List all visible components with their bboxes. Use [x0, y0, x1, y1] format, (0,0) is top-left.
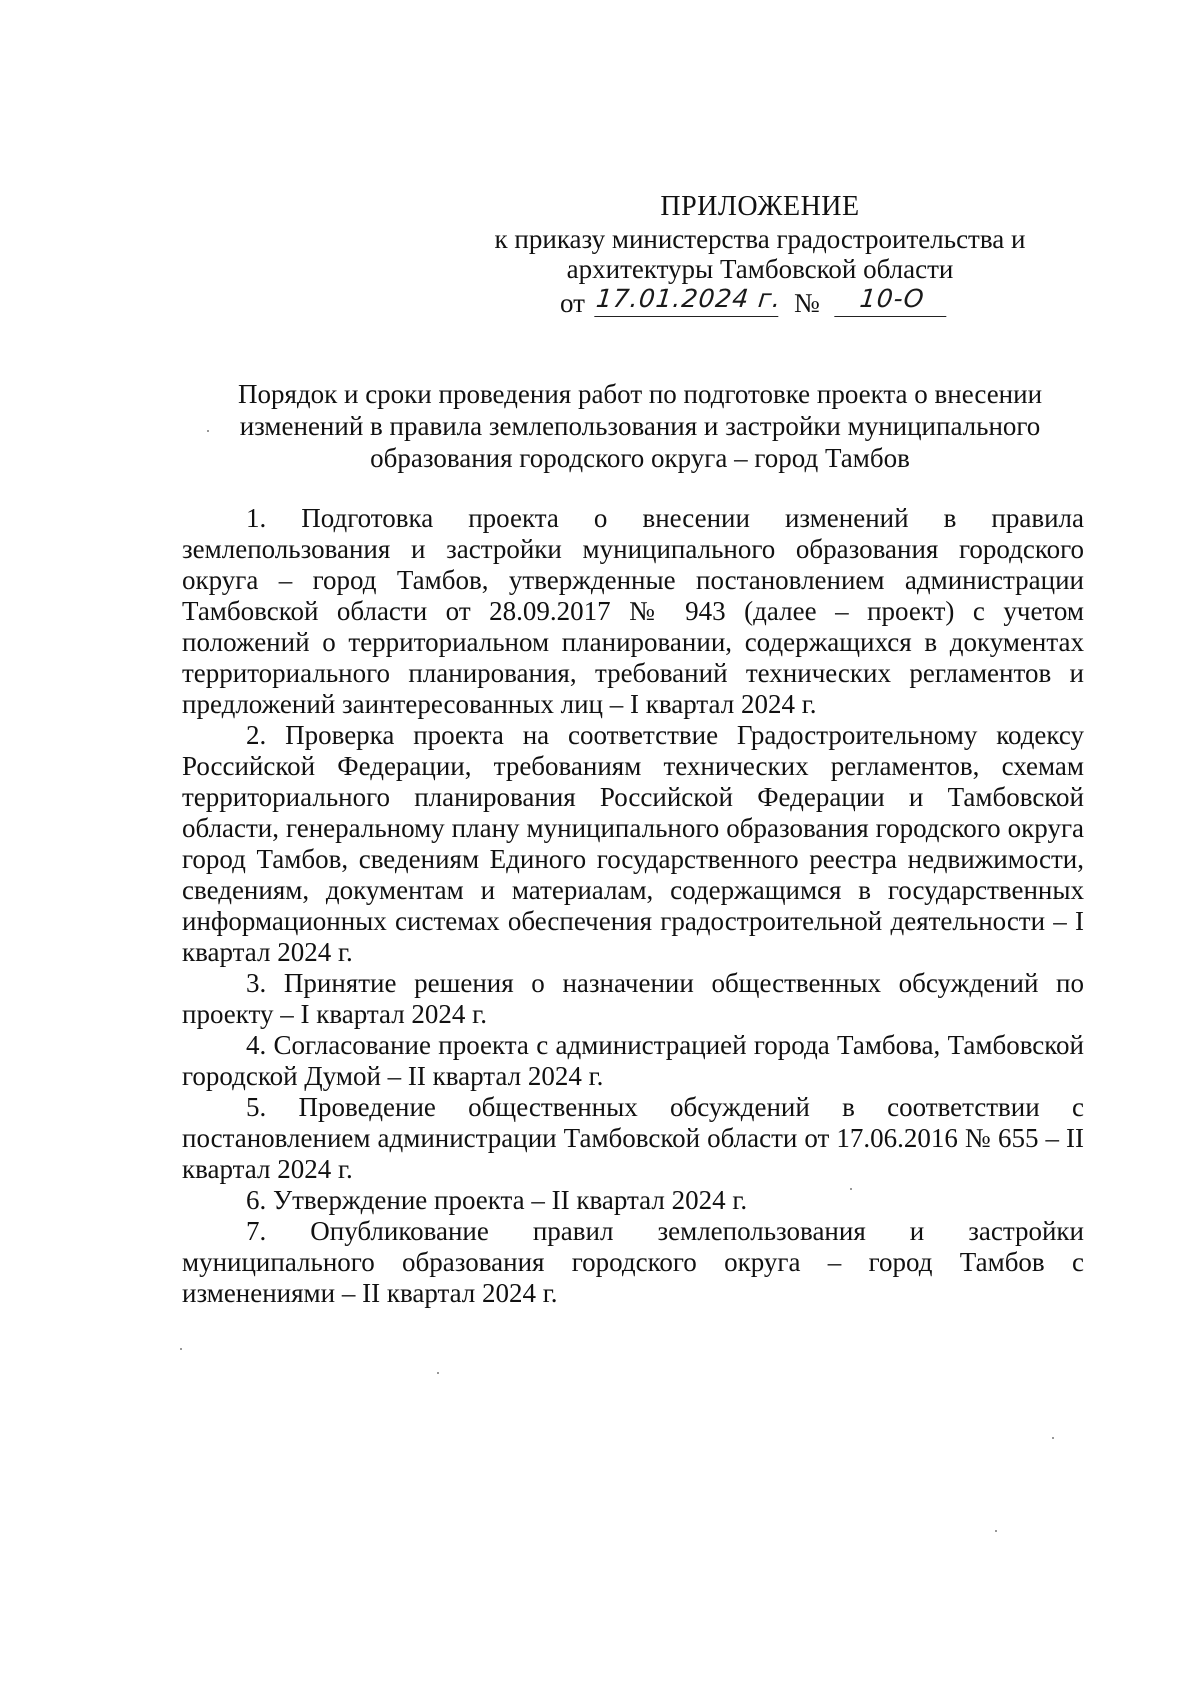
list-item-7: 7. Опубликование правил землепользования и застройки муниципального образования городского округа – город Тамбов с изменениями – II квартал 2024 г. [182, 1216, 1084, 1308]
appendix-header [480, 192, 1040, 284]
document-body [182, 503, 1084, 1309]
document-title [200, 378, 1080, 474]
list-item-1: 1. Подготовка проекта о внесении изменений в правила землепользования и застройки муниципального образования городского округа – город Тамбов, утвержденные постановлением администрации Тамбовской области от 28.09.2017 № 943 (далее – проект) с учетом положений о территориальном планировании, содержащихся в документах территориального планирования, требований технических регламентов и предложений заинтересованных лиц – I квартал 2024 г. [182, 503, 1084, 719]
appendix-line-2: архитектуры Тамбовской области [566, 254, 954, 284]
scan-speck [1052, 1437, 1054, 1439]
scan-speck [437, 1372, 439, 1374]
list-item-4: 4. Согласование проекта с администрацией города Тамбова, Тамбовской городской Думой – II квартал 2024 г. [182, 1030, 1084, 1091]
list-item-2: 2. Проверка проекта на соответствие Градостроительному кодексу Российской Федерации, требованиям технических регламентов, схемам территориального планирования Российской Федерации и Тамбовской области, генеральному плану муниципального образования городского округа город Тамбов, сведениям Единого государственного реестра недвижимости, сведениям, документам и материалам, содержащимся в государственных информационных системах обеспечения градостроительной деятельности – I квартал 2024 г. [182, 720, 1084, 967]
document-title-line-3: образования городского округа – город Тамбов [370, 443, 910, 473]
list-item-3: 3. Принятие решения о назначении общественных обсуждений по проекту – I квартал 2024 г. [182, 968, 1084, 1029]
list-item-5: 5. Проведение общественных обсуждений в соответствии с постановлением администрации Тамбовской области от 17.06.2016 № 655 – II квартал 2024 г. [182, 1092, 1084, 1184]
handwritten-date: 17.01.2024 г. [594, 284, 781, 317]
appendix-title: ПРИЛОЖЕНИЕ [660, 191, 860, 222]
scan-speck [180, 1348, 182, 1350]
document-title-line-2: изменений в правила землепользования и застройки муниципального [239, 411, 1041, 441]
order-date-number-line [560, 284, 1000, 322]
scan-speck [207, 430, 209, 432]
handwritten-number: 10-О [834, 284, 949, 317]
date-prefix: от [560, 288, 585, 318]
list-item-6: 6. Утверждение проекта – II квартал 2024 г. [246, 1185, 748, 1215]
scan-speck [995, 1530, 997, 1532]
appendix-line-1: к приказу министерства градостроительства и [494, 224, 1026, 254]
document-title-line-1: Порядок и сроки проведения работ по подготовке проекта о внесении [237, 379, 1043, 409]
number-prefix: № [794, 288, 820, 318]
scan-speck [850, 1188, 852, 1190]
